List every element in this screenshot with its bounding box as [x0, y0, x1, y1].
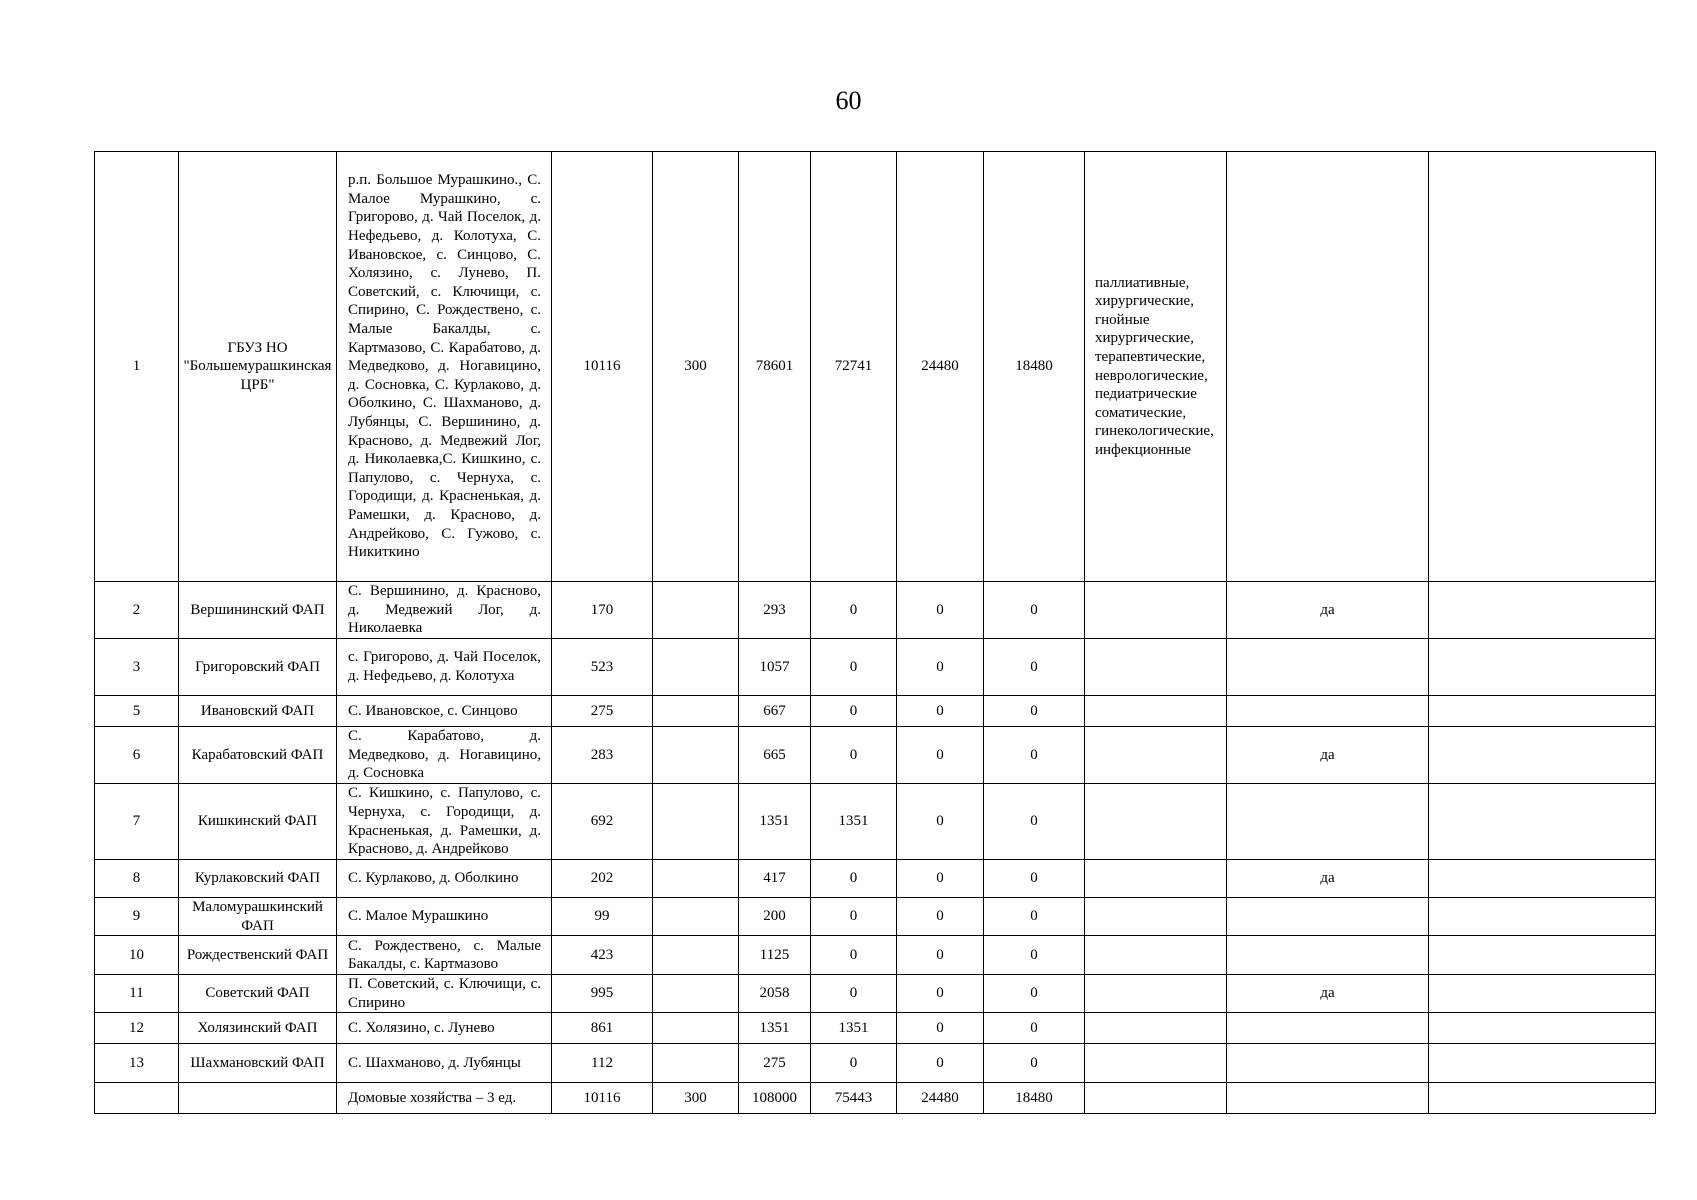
cell-col11 [1227, 152, 1429, 582]
cell-col8: 0 [897, 1044, 984, 1083]
served-settlements: С. Холязино, с. Лунево [337, 1013, 552, 1044]
bed-profiles [1085, 1013, 1227, 1044]
cell-col9: 18480 [984, 152, 1085, 582]
cell-col11 [1227, 1083, 1429, 1114]
cell-col9: 0 [984, 727, 1085, 784]
cell-col11 [1227, 639, 1429, 696]
table-row-total [95, 1083, 1656, 1114]
row-number: 8 [95, 860, 179, 898]
cell-col9: 0 [984, 784, 1085, 860]
cell-col12 [1429, 898, 1656, 936]
bed-profiles [1085, 975, 1227, 1013]
cell-col11 [1227, 1013, 1429, 1044]
cell-col7: 1351 [811, 1013, 897, 1044]
served-settlements: С. Рождествено, с. Малые Бакалды, с. Картмазово [337, 936, 552, 975]
cell-col12 [1429, 582, 1656, 639]
facilities-table [94, 151, 1656, 1114]
organization-name: Григоровский ФАП [179, 639, 337, 696]
cell-col4: 523 [552, 639, 653, 696]
table-row [95, 936, 1656, 975]
cell-col11 [1227, 696, 1429, 727]
cell-col6: 200 [739, 898, 811, 936]
cell-col7: 0 [811, 639, 897, 696]
cell-col4: 202 [552, 860, 653, 898]
bed-profiles [1085, 860, 1227, 898]
bed-profiles [1085, 784, 1227, 860]
cell-col8: 0 [897, 898, 984, 936]
cell-col5: 300 [653, 1083, 739, 1114]
cell-col6: 78601 [739, 152, 811, 582]
cell-col4: 99 [552, 898, 653, 936]
cell-col7: 0 [811, 936, 897, 975]
organization-name: Курлаковский ФАП [179, 860, 337, 898]
cell-col8: 0 [897, 582, 984, 639]
cell-col5 [653, 898, 739, 936]
table-row [95, 582, 1656, 639]
row-number: 11 [95, 975, 179, 1013]
cell-col8: 0 [897, 727, 984, 784]
served-settlements: С. Ивановское, с. Синцово [337, 696, 552, 727]
cell-col9: 0 [984, 1044, 1085, 1083]
cell-col12 [1429, 1013, 1656, 1044]
organization-name: Советский ФАП [179, 975, 337, 1013]
cell-col9: 0 [984, 860, 1085, 898]
cell-col4: 283 [552, 727, 653, 784]
row-number: 2 [95, 582, 179, 639]
cell-col4: 10116 [552, 1083, 653, 1114]
bed-profiles [1085, 1083, 1227, 1114]
cell-col6: 1125 [739, 936, 811, 975]
cell-col4: 995 [552, 975, 653, 1013]
table-row [95, 152, 1656, 582]
cell-col7: 1351 [811, 784, 897, 860]
table-row [95, 639, 1656, 696]
table-row [95, 1044, 1656, 1083]
row-number: 1 [95, 152, 179, 582]
cell-col12 [1429, 1044, 1656, 1083]
served-settlements: С. Малое Мурашкино [337, 898, 552, 936]
row-number: 6 [95, 727, 179, 784]
cell-col4: 275 [552, 696, 653, 727]
cell-col5 [653, 696, 739, 727]
cell-col7: 0 [811, 860, 897, 898]
bed-profiles [1085, 696, 1227, 727]
cell-col6: 275 [739, 1044, 811, 1083]
cell-col11: да [1227, 727, 1429, 784]
cell-col6: 1351 [739, 784, 811, 860]
cell-col5 [653, 860, 739, 898]
organization-name: Холязинский ФАП [179, 1013, 337, 1044]
cell-col6: 2058 [739, 975, 811, 1013]
cell-col9: 0 [984, 639, 1085, 696]
cell-col7: 0 [811, 727, 897, 784]
table-row [95, 784, 1656, 860]
served-settlements: Домовые хозяйства – 3 ед. [337, 1083, 552, 1114]
cell-col8: 0 [897, 975, 984, 1013]
cell-col6: 667 [739, 696, 811, 727]
bed-profiles [1085, 1044, 1227, 1083]
bed-profiles [1085, 936, 1227, 975]
cell-col12 [1429, 727, 1656, 784]
cell-col9: 18480 [984, 1083, 1085, 1114]
cell-col6: 1057 [739, 639, 811, 696]
cell-col8: 0 [897, 860, 984, 898]
row-number: 9 [95, 898, 179, 936]
row-number: 7 [95, 784, 179, 860]
cell-col6: 417 [739, 860, 811, 898]
cell-col8: 0 [897, 784, 984, 860]
served-settlements: С. Вершинино, д. Красново, д. Медвежий Лог, д. Николаевка [337, 582, 552, 639]
organization-name: Вершининский ФАП [179, 582, 337, 639]
organization-name: Рождественский ФАП [179, 936, 337, 975]
served-settlements: П. Советский, с. Ключищи, с. Спирино [337, 975, 552, 1013]
cell-col5 [653, 1013, 739, 1044]
organization-name: Шахмановский ФАП [179, 1044, 337, 1083]
cell-col6: 1351 [739, 1013, 811, 1044]
bed-profiles: паллиативные, хирургические, гнойные хирургические, терапевтические, неврологические, педиатрические соматические, гинекологические, инфекционные [1085, 152, 1227, 582]
cell-col12 [1429, 696, 1656, 727]
table-row [95, 727, 1656, 784]
cell-col8: 0 [897, 936, 984, 975]
served-settlements: С. Шахманово, д. Лубянцы [337, 1044, 552, 1083]
cell-col4: 112 [552, 1044, 653, 1083]
cell-col8: 24480 [897, 152, 984, 582]
cell-col12 [1429, 639, 1656, 696]
cell-col9: 0 [984, 898, 1085, 936]
cell-col12 [1429, 152, 1656, 582]
served-settlements: С. Курлаково, д. Оболкино [337, 860, 552, 898]
cell-col12 [1429, 936, 1656, 975]
cell-col6: 293 [739, 582, 811, 639]
cell-col4: 10116 [552, 152, 653, 582]
row-number: 12 [95, 1013, 179, 1044]
organization-name: ГБУЗ НО "Большемурашкинская ЦРБ" [179, 152, 337, 582]
row-number [95, 1083, 179, 1114]
cell-col4: 170 [552, 582, 653, 639]
cell-col7: 0 [811, 1044, 897, 1083]
cell-col5 [653, 975, 739, 1013]
row-number: 10 [95, 936, 179, 975]
served-settlements: С. Карабатово, д. Медведково, д. Ногавицино, д. Сосновка [337, 727, 552, 784]
cell-col11: да [1227, 860, 1429, 898]
bed-profiles [1085, 582, 1227, 639]
cell-col8: 0 [897, 639, 984, 696]
cell-col5 [653, 639, 739, 696]
cell-col11 [1227, 784, 1429, 860]
cell-col5: 300 [653, 152, 739, 582]
cell-col12 [1429, 784, 1656, 860]
row-number: 5 [95, 696, 179, 727]
cell-col12 [1429, 860, 1656, 898]
cell-col7: 0 [811, 975, 897, 1013]
cell-col5 [653, 936, 739, 975]
bed-profiles [1085, 898, 1227, 936]
cell-col11: да [1227, 582, 1429, 639]
cell-col11 [1227, 936, 1429, 975]
cell-col11 [1227, 1044, 1429, 1083]
cell-col9: 0 [984, 1013, 1085, 1044]
page-number: 60 [835, 86, 862, 115]
bed-profiles [1085, 639, 1227, 696]
cell-col11 [1227, 898, 1429, 936]
table-row [95, 1013, 1656, 1044]
row-number: 13 [95, 1044, 179, 1083]
cell-col9: 0 [984, 582, 1085, 639]
cell-col8: 24480 [897, 1083, 984, 1114]
cell-col5 [653, 1044, 739, 1083]
served-settlements: С. Кишкино, с. Папулово, с. Чернуха, с. Городищи, д. Красненькая, д. Рамешки, д. Красново, д. Андрейково [337, 784, 552, 860]
cell-col12 [1429, 1083, 1656, 1114]
cell-col6: 108000 [739, 1083, 811, 1114]
bed-profiles [1085, 727, 1227, 784]
organization-name: Маломурашкинский ФАП [179, 898, 337, 936]
cell-col8: 0 [897, 696, 984, 727]
table-row [95, 898, 1656, 936]
served-settlements: с. Григорово, д. Чай Поселок, д. Нефедьево, д. Колотуха [337, 639, 552, 696]
cell-col5 [653, 784, 739, 860]
table-row [95, 696, 1656, 727]
cell-col7: 75443 [811, 1083, 897, 1114]
cell-col4: 692 [552, 784, 653, 860]
cell-col12 [1429, 975, 1656, 1013]
table-row [95, 860, 1656, 898]
cell-col5 [653, 727, 739, 784]
row-number: 3 [95, 639, 179, 696]
organization-name [179, 1083, 337, 1114]
cell-col9: 0 [984, 975, 1085, 1013]
organization-name: Ивановский ФАП [179, 696, 337, 727]
cell-col7: 0 [811, 582, 897, 639]
cell-col7: 72741 [811, 152, 897, 582]
cell-col8: 0 [897, 1013, 984, 1044]
cell-col7: 0 [811, 696, 897, 727]
served-settlements: р.п. Большое Мурашкино., С. Малое Мурашкино, с. Григорово, д. Чай Поселок, д. Нефедьево, д. Колотуха, С. Ивановское, с. Синцово, С. Холязино, с. Лунево, П. Советский, с. Ключищи, с. Спирино, С. Рождествено, с. Малые Бакалды, с. Картмазово, С. Карабатово, д. Медведково, д. Ногавицино, д. Сосновка, С. Курлаково, д. Оболкино, С. Шахманово, д. Лубянцы, С. Вершинино, д. Красново, д. Медвежий Лог, д. Николаевка,С. Кишкино, с. Папулово, с. Чернуха, с. Городищи, д. Красненькая, д. Рамешки, д. Красново, д. Андрейково, С. Гужово, с. Никиткино [337, 152, 552, 582]
cell-col9: 0 [984, 696, 1085, 727]
cell-col9: 0 [984, 936, 1085, 975]
organization-name: Кишкинский ФАП [179, 784, 337, 860]
table-row [95, 975, 1656, 1013]
cell-col4: 861 [552, 1013, 653, 1044]
cell-col4: 423 [552, 936, 653, 975]
cell-col11: да [1227, 975, 1429, 1013]
cell-col6: 665 [739, 727, 811, 784]
cell-col7: 0 [811, 898, 897, 936]
cell-col5 [653, 582, 739, 639]
organization-name: Карабатовский ФАП [179, 727, 337, 784]
